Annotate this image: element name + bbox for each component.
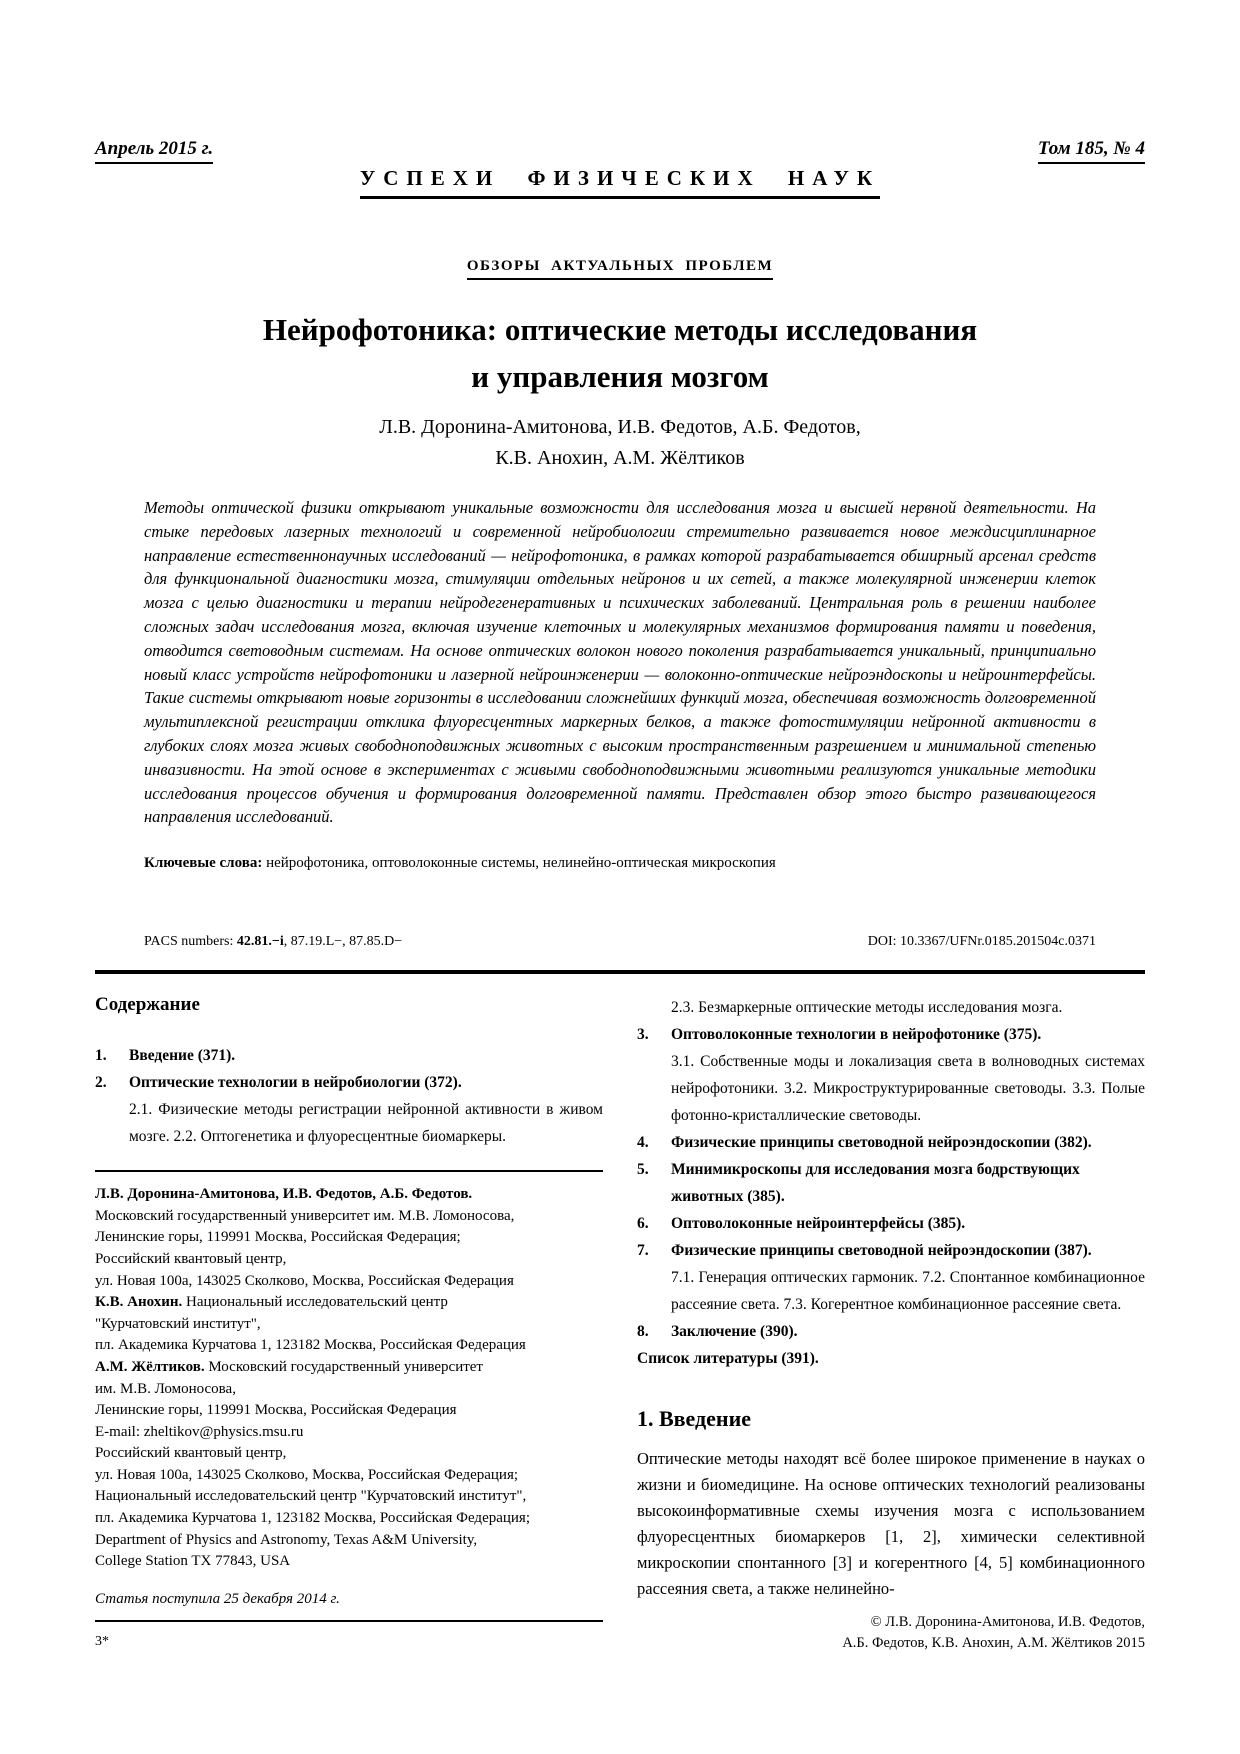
toc-item: 7. Физические принципы световодной нейроэндоскопии (387). (637, 1242, 1092, 1260)
affiliation-line: Московский государственный университет им. М.В. Ломоносова, (95, 1207, 515, 1224)
affiliation-line: пл. Академика Курчатова 1, 123182 Москва, Российская Федерация (95, 1337, 526, 1354)
affiliation-line: ул. Новая 100а, 143025 Сколково, Москва, Российская Федерация (95, 1272, 514, 1289)
affiliation-line: Национальный исследовательский центр "Курчатовский институт", (95, 1488, 527, 1505)
received-date: Статья поступила 25 декабря 2014 г. (95, 1590, 340, 1607)
footer-rule (95, 1620, 603, 1622)
article-title-line1: Нейрофотоника: оптические методы исследования (262, 312, 978, 347)
left-column (95, 994, 603, 1654)
affiliations (95, 1184, 603, 1573)
affiliation-line: Л.В. Доронина-Амитонова, И.В. Федотов, А.Б. Федотов. (95, 1186, 473, 1203)
pacs-doi-row (144, 934, 1096, 950)
keywords-list: нейрофотоника, оптоволоконные системы, нелинейно-оптическая микроскопия (262, 855, 776, 872)
affiliation-line: им. М.В. Ломоносова, (95, 1380, 236, 1397)
affiliation-line: Ленинские горы, 119991 Москва, Российская Федерация (95, 1402, 457, 1419)
article-title-line2: и управления мозгом (471, 359, 769, 394)
authors-line2: К.В. Анохин, А.М. Жёлтиков (495, 447, 745, 469)
toc-subitems: 7.1. Генерация оптических гармоник. 7.2. Спонтанное комбинационное рассеяние света. 7.3. Когерентное комбинационное рассеяние света. (671, 1269, 1145, 1314)
affiliation-line: пл. Академика Курчатова 1, 123182 Москва, Российская Федерация; (95, 1510, 530, 1527)
affiliation-line: К.В. Анохин. Национальный исследовательский центр (95, 1294, 448, 1311)
page-signature-marker: 3* (95, 1633, 109, 1649)
authors-line1: Л.В. Доронина-Амитонова, И.В. Федотов, А.Б. Федотов, (379, 416, 861, 438)
affiliation-line: Ленинские горы, 119991 Москва, Российская Федерация; (95, 1229, 461, 1246)
copyright-notice: © Л.В. Доронина-Амитонова, И.В. Федотов, А.Б. Федотов, К.В. Анохин, А.М. Жёлтиков 2015 (842, 1614, 1145, 1652)
toc-item: 5. Минимикроскопы для исследования мозга бодрствующих животных (385). (637, 1161, 1080, 1206)
right-column (637, 994, 1145, 1654)
toc-item: 4. Физические принципы световодной нейроэндоскопии (382). (637, 1134, 1092, 1152)
affiliation-line: ул. Новая 100а, 143025 Сколково, Москва, Российская Федерация; (95, 1466, 519, 1483)
affiliation-line: А.М. Жёлтиков. Московский государственный университет (95, 1358, 483, 1375)
toc-references-entry: Список литературы (391). (637, 1350, 819, 1368)
toc-subitems: 3.1. Собственные моды и локализация света в волноводных системах нейрофотоники. 3.2. Микроструктурированные световоды. 3.3. Полые фотонно-кристаллические световоды. (671, 1053, 1145, 1125)
abstract: Методы оптической физики открывают уникальные возможности для исследования мозга и высшей нервной деятельности. На стыке передовых лазерных технологий и современной нейробиологии стремительно развивается новое междисциплинарное направление естественнонаучных исследований — нейрофотоника, в рамках которой разрабатывается обширный арсенал средств для функциональной диагностики мозга, стимуляции отдельных нейронов и их сетей, а также молекулярной инженерии клеток мозга с целью диагностики и терапии нейродегенеративных и психических заболеваний. Центральная роль в решении наиболее сложных задач исследования мозга, включая изучение клеточных и молекулярных механизмов формирования памяти и поведения, отводится световодным системам. На основе оптических волокон нового поколения разрабатывается уникальный, принципиально новый класс устройств нейрофотоники и лазерной нейроинженерии — волоконно-оптические нейроэндоскопы и нейроинтерфейсы. Такие системы открывают новые горизонты в исследовании сложнейших функций мозга, обеспечивая возможность долговременной мультиплексной регистрации отклика флуоресцентных маркерных белков, а также фотостимуляции нейронной активности в глубоких слоях мозга живых свободноподвижных животных с высоким пространственным разрешением и минимальной степенью инвазивности. На этой основе в экспериментах с живыми свободноподвижными животными реализуются уникальные методики исследования процессов обучения и формирования долговременной памяти. Представлен обзор этого быстро развивающегося направления исследований. (144, 498, 1096, 827)
article-title (95, 306, 1145, 400)
volume-number: Том 185, № 4 (1038, 138, 1145, 164)
affiliation-line: Российский квантовый центр, (95, 1445, 287, 1462)
toc-subitems: 2.3. Безмаркерные оптические методы исследования мозга. (671, 999, 1063, 1017)
journal-title: УСПЕХИ ФИЗИЧЕСКИХ НАУК (360, 166, 880, 199)
doi: DOI: 10.3367/UFNr.0185.201504c.0371 (867, 934, 1096, 950)
affiliation-line: "Курчатовский институт", (95, 1315, 261, 1332)
introduction-paragraph: Оптические методы находят всё более широкое применение в науках о жизни и биомедицине. На основе оптических технологий реализованы высокоинформативные схемы изучения мозга с использованием флуоресцентных биомаркеров [1, 2], химически селективной микроскопии спонтанного [3] и когерентного [4, 5] комбинационного рассеяния света, а также нелинейно- (637, 1449, 1145, 1599)
toc-item: 2. Оптические технологии в нейробиологии (372). (95, 1074, 462, 1092)
affiliation-line: Российский квантовый центр, (95, 1250, 287, 1267)
pacs-numbers: PACS numbers: 42.81.−i, 87.19.L−, 87.85.D− (144, 934, 403, 950)
keywords-label: Ключевые слова: (144, 855, 263, 872)
affiliation-email: E-mail: zheltikov@physics.msu.ru (95, 1423, 304, 1440)
section-heading-introduction: 1. Введение (637, 1406, 752, 1432)
toc-item: 6. Оптоволоконные нейроинтерфейсы (385). (637, 1215, 966, 1233)
issue-date: Апрель 2015 г. (95, 138, 213, 164)
authors (95, 412, 1145, 474)
toc-item: 1. Введение (371). (95, 1047, 236, 1065)
toc-subitems: 2.1. Физические методы регистрации нейронной активности в живом мозге. 2.2. Оптогенетика и флуоресцентные биомаркеры. (129, 1101, 603, 1146)
affiliation-rule (95, 1170, 603, 1172)
affiliation-line: College Station TX 77843, USA (95, 1553, 291, 1570)
keywords (144, 855, 1096, 872)
masthead (95, 0, 1145, 164)
rubric-heading: ОБЗОРЫ АКТУАЛЬНЫХ ПРОБЛЕМ (467, 258, 773, 280)
affiliation-line: Department of Physics and Astronomy, Texas A&M University, (95, 1531, 478, 1548)
toc-item: 3. Оптоволоконные технологии в нейрофотонике (375). (637, 1026, 1042, 1044)
toc-heading: Содержание (95, 994, 200, 1016)
toc-item: 8. Заключение (390). (637, 1323, 798, 1341)
divider-rule (95, 970, 1145, 974)
